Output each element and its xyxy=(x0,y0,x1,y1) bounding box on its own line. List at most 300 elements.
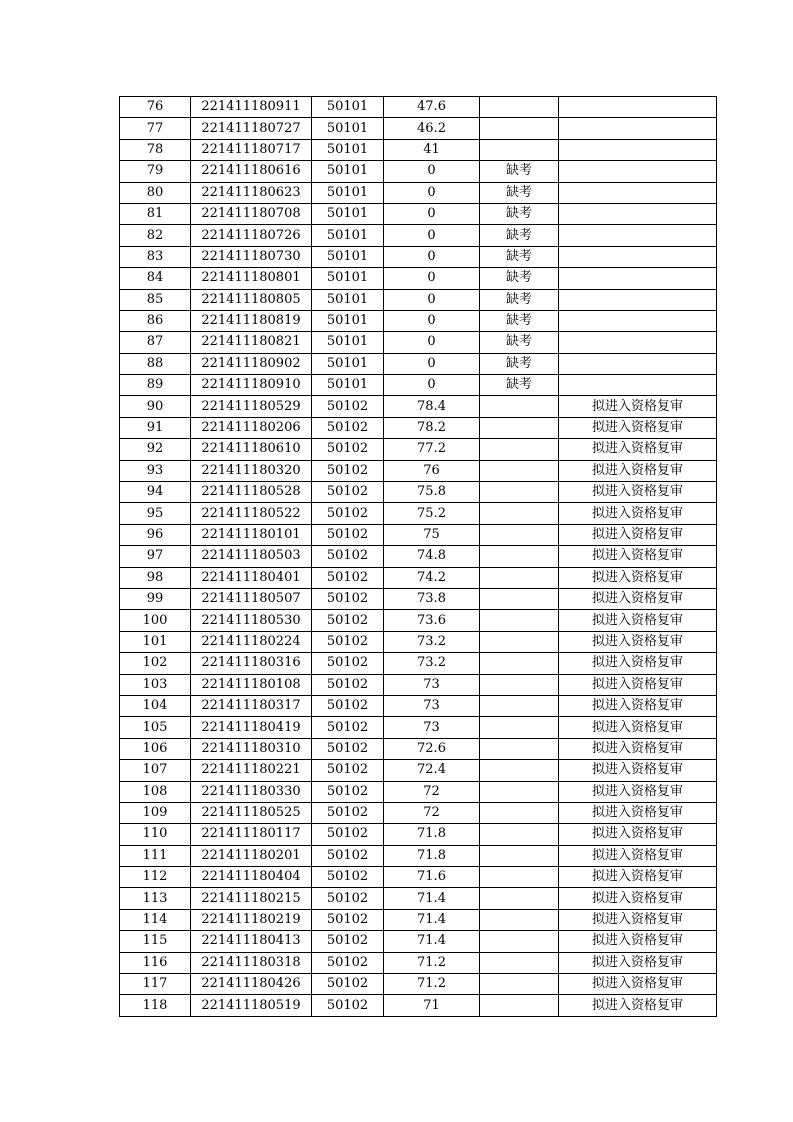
score-cell: 73 xyxy=(384,674,480,695)
remark-cell xyxy=(480,867,559,888)
review-status-cell xyxy=(559,268,717,289)
score-cell: 0 xyxy=(384,310,480,331)
score-cell: 41 xyxy=(384,139,480,160)
remark-cell xyxy=(480,974,559,995)
score-cell: 73 xyxy=(384,695,480,716)
score-cell: 74.8 xyxy=(384,546,480,567)
score-cell: 71 xyxy=(384,995,480,1016)
review-status-cell xyxy=(559,139,717,160)
results-table-body xyxy=(120,97,717,1017)
remark-cell: 缺考 xyxy=(480,332,559,353)
row-number-cell: 91 xyxy=(120,417,191,438)
position-code-cell: 50102 xyxy=(312,824,384,845)
candidate-id-cell: 221411180426 xyxy=(191,974,312,995)
position-code-cell: 50101 xyxy=(312,161,384,182)
position-code-cell: 50101 xyxy=(312,97,384,118)
review-status-cell: 拟进入资格复审 xyxy=(559,931,717,952)
row-number-cell: 88 xyxy=(120,353,191,374)
table-row xyxy=(120,161,717,182)
candidate-id-cell: 221411180317 xyxy=(191,695,312,716)
remark-cell xyxy=(480,546,559,567)
review-status-cell xyxy=(559,375,717,396)
row-number-cell: 109 xyxy=(120,802,191,823)
candidate-id-cell: 221411180902 xyxy=(191,353,312,374)
remark-cell: 缺考 xyxy=(480,161,559,182)
candidate-id-cell: 221411180215 xyxy=(191,888,312,909)
score-cell: 78.2 xyxy=(384,417,480,438)
row-number-cell: 117 xyxy=(120,974,191,995)
score-cell: 73 xyxy=(384,717,480,738)
table-row xyxy=(120,653,717,674)
row-number-cell: 82 xyxy=(120,225,191,246)
table-row xyxy=(120,738,717,759)
row-number-cell: 79 xyxy=(120,161,191,182)
row-number-cell: 118 xyxy=(120,995,191,1016)
row-number-cell: 95 xyxy=(120,503,191,524)
row-number-cell: 96 xyxy=(120,524,191,545)
position-code-cell: 50101 xyxy=(312,268,384,289)
score-cell: 0 xyxy=(384,289,480,310)
candidate-id-cell: 221411180413 xyxy=(191,931,312,952)
candidate-id-cell: 221411180101 xyxy=(191,524,312,545)
table-row xyxy=(120,802,717,823)
candidate-id-cell: 221411180610 xyxy=(191,439,312,460)
score-cell: 71.8 xyxy=(384,845,480,866)
score-cell: 73.2 xyxy=(384,653,480,674)
row-number-cell: 112 xyxy=(120,867,191,888)
row-number-cell: 114 xyxy=(120,909,191,930)
table-row xyxy=(120,225,717,246)
row-number-cell: 108 xyxy=(120,781,191,802)
review-status-cell: 拟进入资格复审 xyxy=(559,867,717,888)
table-row xyxy=(120,546,717,567)
position-code-cell: 50102 xyxy=(312,974,384,995)
review-status-cell: 拟进入资格复审 xyxy=(559,974,717,995)
remark-cell xyxy=(480,524,559,545)
table-row xyxy=(120,695,717,716)
candidate-id-cell: 221411180503 xyxy=(191,546,312,567)
score-cell: 0 xyxy=(384,375,480,396)
score-cell: 73.8 xyxy=(384,588,480,609)
table-row xyxy=(120,289,717,310)
score-cell: 71.6 xyxy=(384,867,480,888)
review-status-cell: 拟进入资格复审 xyxy=(559,781,717,802)
row-number-cell: 99 xyxy=(120,588,191,609)
candidate-id-cell: 221411180320 xyxy=(191,460,312,481)
table-row xyxy=(120,460,717,481)
remark-cell xyxy=(480,738,559,759)
remark-cell: 缺考 xyxy=(480,289,559,310)
score-cell: 75.2 xyxy=(384,503,480,524)
candidate-id-cell: 221411180419 xyxy=(191,717,312,738)
position-code-cell: 50102 xyxy=(312,738,384,759)
table-row xyxy=(120,610,717,631)
candidate-id-cell: 221411180310 xyxy=(191,738,312,759)
review-status-cell: 拟进入资格复审 xyxy=(559,396,717,417)
remark-cell xyxy=(480,845,559,866)
score-cell: 71.8 xyxy=(384,824,480,845)
position-code-cell: 50102 xyxy=(312,695,384,716)
table-row xyxy=(120,995,717,1016)
row-number-cell: 102 xyxy=(120,653,191,674)
review-status-cell: 拟进入资格复审 xyxy=(559,952,717,973)
remark-cell xyxy=(480,653,559,674)
score-cell: 72.4 xyxy=(384,760,480,781)
table-row xyxy=(120,909,717,930)
score-cell: 77.2 xyxy=(384,439,480,460)
table-row xyxy=(120,182,717,203)
table-row xyxy=(120,396,717,417)
table-row xyxy=(120,353,717,374)
table-row xyxy=(120,845,717,866)
table-row xyxy=(120,867,717,888)
table-row xyxy=(120,974,717,995)
position-code-cell: 50101 xyxy=(312,375,384,396)
score-cell: 72 xyxy=(384,781,480,802)
candidate-id-cell: 221411180224 xyxy=(191,631,312,652)
table-row xyxy=(120,503,717,524)
review-status-cell: 拟进入资格复审 xyxy=(559,717,717,738)
score-cell: 75 xyxy=(384,524,480,545)
review-status-cell xyxy=(559,332,717,353)
position-code-cell: 50102 xyxy=(312,802,384,823)
row-number-cell: 115 xyxy=(120,931,191,952)
remark-cell xyxy=(480,460,559,481)
review-status-cell: 拟进入资格复审 xyxy=(559,909,717,930)
remark-cell xyxy=(480,610,559,631)
position-code-cell: 50102 xyxy=(312,610,384,631)
score-cell: 74.2 xyxy=(384,567,480,588)
position-code-cell: 50102 xyxy=(312,439,384,460)
score-cell: 76 xyxy=(384,460,480,481)
position-code-cell: 50102 xyxy=(312,588,384,609)
candidate-id-cell: 221411180727 xyxy=(191,118,312,139)
table-row xyxy=(120,246,717,267)
review-status-cell xyxy=(559,97,717,118)
row-number-cell: 98 xyxy=(120,567,191,588)
table-row xyxy=(120,268,717,289)
position-code-cell: 50102 xyxy=(312,524,384,545)
table-row xyxy=(120,888,717,909)
review-status-cell: 拟进入资格复审 xyxy=(559,653,717,674)
candidate-id-cell: 221411180726 xyxy=(191,225,312,246)
score-cell: 0 xyxy=(384,353,480,374)
review-status-cell: 拟进入资格复审 xyxy=(559,439,717,460)
position-code-cell: 50101 xyxy=(312,289,384,310)
review-status-cell: 拟进入资格复审 xyxy=(559,995,717,1016)
table-row xyxy=(120,332,717,353)
candidate-id-cell: 221411180801 xyxy=(191,268,312,289)
review-status-cell xyxy=(559,203,717,224)
table-row xyxy=(120,203,717,224)
candidate-id-cell: 221411180330 xyxy=(191,781,312,802)
review-status-cell: 拟进入资格复审 xyxy=(559,824,717,845)
remark-cell: 缺考 xyxy=(480,310,559,331)
candidate-id-cell: 221411180616 xyxy=(191,161,312,182)
score-cell: 46.2 xyxy=(384,118,480,139)
candidate-id-cell: 221411180730 xyxy=(191,246,312,267)
position-code-cell: 50102 xyxy=(312,653,384,674)
remark-cell xyxy=(480,139,559,160)
score-cell: 71.2 xyxy=(384,974,480,995)
remark-cell xyxy=(480,909,559,930)
score-cell: 47.6 xyxy=(384,97,480,118)
candidate-id-cell: 221411180318 xyxy=(191,952,312,973)
score-cell: 73.2 xyxy=(384,631,480,652)
review-status-cell xyxy=(559,289,717,310)
table-row xyxy=(120,97,717,118)
remark-cell xyxy=(480,482,559,503)
position-code-cell: 50101 xyxy=(312,203,384,224)
position-code-cell: 50102 xyxy=(312,931,384,952)
table-row xyxy=(120,760,717,781)
remark-cell xyxy=(480,717,559,738)
candidate-id-cell: 221411180819 xyxy=(191,310,312,331)
position-code-cell: 50101 xyxy=(312,310,384,331)
table-row xyxy=(120,674,717,695)
table-row xyxy=(120,310,717,331)
remark-cell: 缺考 xyxy=(480,246,559,267)
candidate-id-cell: 221411180206 xyxy=(191,417,312,438)
row-number-cell: 113 xyxy=(120,888,191,909)
score-cell: 0 xyxy=(384,246,480,267)
candidate-id-cell: 221411180529 xyxy=(191,396,312,417)
review-status-cell: 拟进入资格复审 xyxy=(559,567,717,588)
table-row xyxy=(120,717,717,738)
candidate-id-cell: 221411180525 xyxy=(191,802,312,823)
review-status-cell: 拟进入资格复审 xyxy=(559,482,717,503)
review-status-cell: 拟进入资格复审 xyxy=(559,524,717,545)
review-status-cell xyxy=(559,118,717,139)
candidate-id-cell: 221411180530 xyxy=(191,610,312,631)
remark-cell xyxy=(480,695,559,716)
candidate-id-cell: 221411180528 xyxy=(191,482,312,503)
score-cell: 0 xyxy=(384,182,480,203)
row-number-cell: 83 xyxy=(120,246,191,267)
table-row xyxy=(120,781,717,802)
remark-cell xyxy=(480,567,559,588)
row-number-cell: 104 xyxy=(120,695,191,716)
row-number-cell: 78 xyxy=(120,139,191,160)
review-status-cell: 拟进入资格复审 xyxy=(559,631,717,652)
score-cell: 78.4 xyxy=(384,396,480,417)
position-code-cell: 50102 xyxy=(312,503,384,524)
remark-cell xyxy=(480,952,559,973)
table-row xyxy=(120,631,717,652)
row-number-cell: 76 xyxy=(120,97,191,118)
position-code-cell: 50102 xyxy=(312,417,384,438)
remark-cell xyxy=(480,97,559,118)
remark-cell: 缺考 xyxy=(480,353,559,374)
position-code-cell: 50102 xyxy=(312,995,384,1016)
position-code-cell: 50102 xyxy=(312,674,384,695)
remark-cell: 缺考 xyxy=(480,225,559,246)
row-number-cell: 94 xyxy=(120,482,191,503)
review-status-cell: 拟进入资格复审 xyxy=(559,417,717,438)
remark-cell: 缺考 xyxy=(480,268,559,289)
candidate-id-cell: 221411180201 xyxy=(191,845,312,866)
position-code-cell: 50102 xyxy=(312,460,384,481)
remark-cell xyxy=(480,503,559,524)
row-number-cell: 100 xyxy=(120,610,191,631)
candidate-id-cell: 221411180623 xyxy=(191,182,312,203)
review-status-cell xyxy=(559,353,717,374)
candidate-id-cell: 221411180316 xyxy=(191,653,312,674)
row-number-cell: 111 xyxy=(120,845,191,866)
score-cell: 0 xyxy=(384,225,480,246)
remark-cell: 缺考 xyxy=(480,182,559,203)
position-code-cell: 50102 xyxy=(312,867,384,888)
candidate-id-cell: 221411180708 xyxy=(191,203,312,224)
remark-cell xyxy=(480,781,559,802)
position-code-cell: 50102 xyxy=(312,888,384,909)
row-number-cell: 106 xyxy=(120,738,191,759)
review-status-cell xyxy=(559,161,717,182)
position-code-cell: 50102 xyxy=(312,546,384,567)
score-cell: 73.6 xyxy=(384,610,480,631)
table-row xyxy=(120,482,717,503)
review-status-cell: 拟进入资格复审 xyxy=(559,760,717,781)
row-number-cell: 107 xyxy=(120,760,191,781)
review-status-cell xyxy=(559,310,717,331)
remark-cell xyxy=(480,931,559,952)
review-status-cell xyxy=(559,182,717,203)
score-cell: 71.4 xyxy=(384,888,480,909)
position-code-cell: 50101 xyxy=(312,139,384,160)
row-number-cell: 110 xyxy=(120,824,191,845)
candidate-id-cell: 221411180805 xyxy=(191,289,312,310)
row-number-cell: 80 xyxy=(120,182,191,203)
review-status-cell: 拟进入资格复审 xyxy=(559,546,717,567)
score-cell: 0 xyxy=(384,161,480,182)
row-number-cell: 105 xyxy=(120,717,191,738)
review-status-cell: 拟进入资格复审 xyxy=(559,888,717,909)
position-code-cell: 50101 xyxy=(312,182,384,203)
position-code-cell: 50102 xyxy=(312,717,384,738)
position-code-cell: 50101 xyxy=(312,118,384,139)
position-code-cell: 50102 xyxy=(312,396,384,417)
remark-cell xyxy=(480,631,559,652)
remark-cell xyxy=(480,118,559,139)
table-row xyxy=(120,588,717,609)
score-cell: 75.8 xyxy=(384,482,480,503)
score-cell: 72.6 xyxy=(384,738,480,759)
review-status-cell: 拟进入资格复审 xyxy=(559,674,717,695)
review-status-cell xyxy=(559,246,717,267)
remark-cell xyxy=(480,417,559,438)
row-number-cell: 85 xyxy=(120,289,191,310)
table-row xyxy=(120,118,717,139)
candidate-id-cell: 221411180522 xyxy=(191,503,312,524)
remark-cell: 缺考 xyxy=(480,203,559,224)
remark-cell xyxy=(480,802,559,823)
position-code-cell: 50102 xyxy=(312,631,384,652)
position-code-cell: 50102 xyxy=(312,567,384,588)
position-code-cell: 50102 xyxy=(312,909,384,930)
review-status-cell xyxy=(559,225,717,246)
score-cell: 72 xyxy=(384,802,480,823)
review-status-cell: 拟进入资格复审 xyxy=(559,845,717,866)
table-row xyxy=(120,824,717,845)
position-code-cell: 50102 xyxy=(312,781,384,802)
score-cell: 71.4 xyxy=(384,909,480,930)
row-number-cell: 92 xyxy=(120,439,191,460)
position-code-cell: 50101 xyxy=(312,246,384,267)
row-number-cell: 101 xyxy=(120,631,191,652)
review-status-cell: 拟进入资格复审 xyxy=(559,588,717,609)
position-code-cell: 50101 xyxy=(312,225,384,246)
position-code-cell: 50102 xyxy=(312,952,384,973)
table-row xyxy=(120,931,717,952)
score-cell: 71.2 xyxy=(384,952,480,973)
table-row xyxy=(120,375,717,396)
table-row xyxy=(120,417,717,438)
remark-cell xyxy=(480,396,559,417)
row-number-cell: 86 xyxy=(120,310,191,331)
candidate-id-cell: 221411180401 xyxy=(191,567,312,588)
table-row xyxy=(120,439,717,460)
row-number-cell: 116 xyxy=(120,952,191,973)
review-status-cell: 拟进入资格复审 xyxy=(559,738,717,759)
results-table xyxy=(119,96,717,1017)
remark-cell xyxy=(480,439,559,460)
candidate-id-cell: 221411180108 xyxy=(191,674,312,695)
row-number-cell: 81 xyxy=(120,203,191,224)
review-status-cell: 拟进入资格复审 xyxy=(559,695,717,716)
position-code-cell: 50102 xyxy=(312,482,384,503)
review-status-cell: 拟进入资格复审 xyxy=(559,802,717,823)
candidate-id-cell: 221411180911 xyxy=(191,97,312,118)
position-code-cell: 50101 xyxy=(312,332,384,353)
position-code-cell: 50102 xyxy=(312,845,384,866)
remark-cell xyxy=(480,888,559,909)
candidate-id-cell: 221411180221 xyxy=(191,760,312,781)
row-number-cell: 77 xyxy=(120,118,191,139)
remark-cell xyxy=(480,760,559,781)
candidate-id-cell: 221411180717 xyxy=(191,139,312,160)
row-number-cell: 87 xyxy=(120,332,191,353)
score-cell: 0 xyxy=(384,268,480,289)
row-number-cell: 89 xyxy=(120,375,191,396)
score-cell: 0 xyxy=(384,332,480,353)
table-row xyxy=(120,524,717,545)
review-status-cell: 拟进入资格复审 xyxy=(559,503,717,524)
table-row xyxy=(120,567,717,588)
review-status-cell: 拟进入资格复审 xyxy=(559,610,717,631)
remark-cell: 缺考 xyxy=(480,375,559,396)
remark-cell xyxy=(480,674,559,695)
row-number-cell: 90 xyxy=(120,396,191,417)
candidate-id-cell: 221411180219 xyxy=(191,909,312,930)
remark-cell xyxy=(480,824,559,845)
position-code-cell: 50101 xyxy=(312,353,384,374)
candidate-id-cell: 221411180821 xyxy=(191,332,312,353)
remark-cell xyxy=(480,995,559,1016)
table-row xyxy=(120,139,717,160)
candidate-id-cell: 221411180404 xyxy=(191,867,312,888)
candidate-id-cell: 221411180117 xyxy=(191,824,312,845)
review-status-cell: 拟进入资格复审 xyxy=(559,460,717,481)
candidate-id-cell: 221411180910 xyxy=(191,375,312,396)
score-cell: 71.4 xyxy=(384,931,480,952)
row-number-cell: 103 xyxy=(120,674,191,695)
score-cell: 0 xyxy=(384,203,480,224)
remark-cell xyxy=(480,588,559,609)
row-number-cell: 97 xyxy=(120,546,191,567)
candidate-id-cell: 221411180519 xyxy=(191,995,312,1016)
table-row xyxy=(120,952,717,973)
candidate-id-cell: 221411180507 xyxy=(191,588,312,609)
